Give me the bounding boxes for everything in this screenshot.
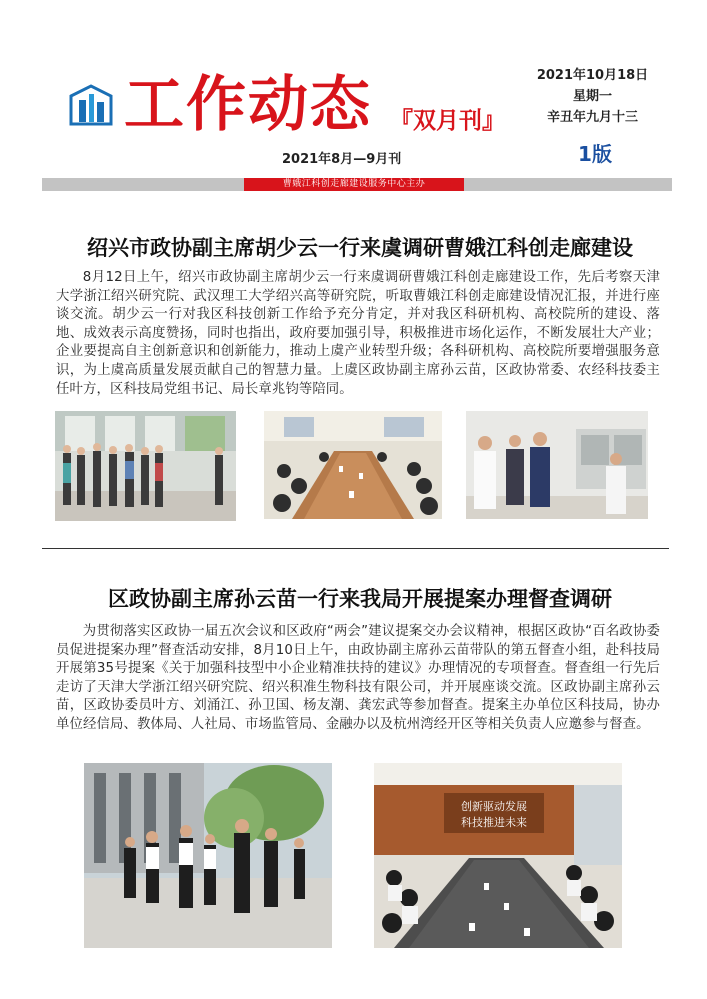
section-divider [42, 548, 669, 549]
date-block [530, 65, 655, 128]
article2-photo-conference [374, 763, 622, 948]
article1-body: 8月12日上午，绍兴市政协副主席胡少云一行来虞调研曹娥江科创走廊建设工作，先后考察天津大学浙江绍兴研究院、武汉理工大学绍兴高等研究院，听取曹娥江科创走廊建设情况汇报，并进行座谈交流。胡少云一行对我区科技创新工作给予充分肯定，并对我区科研机构、高校院所的建设、落地、成效表示高度赞扬，同时也指出，政府要加强引导，积极推进市场化运作，不断发展壮大产业；企业要提高自主创新意识和创新能力，推动上虞产业转型升级；各科研机构、高校院所要增强服务意识，为上虞高质量发展贡献自己的智慧力量。上虞区政协副主席孙云苗，区政协常委、农经科技委主任叶方，区科技局党组书记、局长章兆钧等陪同。 [56, 270, 660, 397]
article1-photo-meeting [264, 411, 442, 519]
date: 2021年10月18日 [536, 68, 649, 83]
organizer-tag: 曹娥江科创走廊建设服务中心主办 [244, 178, 464, 191]
masthead-title: 工作动态 [124, 70, 372, 140]
issue-label: 2021年8月—9月刊 [282, 152, 402, 167]
article2-photo-walking [84, 763, 332, 948]
article1-photo-lab [466, 411, 648, 519]
lunar-date: 辛丑年九月十三 [546, 110, 638, 125]
article2-headline: 区政协副主席孙云苗一行来我局开展提案办理督查调研 [108, 587, 612, 611]
edition-label: 1版 [578, 142, 612, 166]
building-logo-icon [68, 82, 114, 128]
masthead-subtitle: 『双月刊』 [390, 107, 505, 134]
article1-headline: 绍兴市政协副主席胡少云一行来虞调研曹娥江科创走廊建设 [87, 236, 633, 260]
article2-body: 为贯彻落实区政协一届五次会议和区政府“两会”建议提案交办会议精神，根据区政协“百名政协委员促进提案办理”督查活动安排，8月10日上午，由政协副主席孙云苗带队的第五督查小组，赴科技局开展第35号提案《关于加强科技型中小企业精准扶持的建议》办理情况的专项督查。督查组一行先后走访了天津大学浙江绍兴研究院、绍兴积准生物科技有限公司，并开展座谈交流。区政协副主席孙云苗，区政协委员叶方、刘涌江、孙卫国、杨友潮、龚宏武等参加督查。提案主办单位区科技局，协办单位经信局、教体局、人社局、市场监管局、金融办以及杭州湾经开区等相关负责人应邀参与督查。 [56, 624, 660, 732]
weekday: 星期一 [572, 89, 612, 104]
article1-photo-lobby [55, 411, 236, 521]
banner-line1: 创新驱动发展 [461, 800, 527, 813]
banner-line2: 科技推进未来 [461, 816, 527, 829]
